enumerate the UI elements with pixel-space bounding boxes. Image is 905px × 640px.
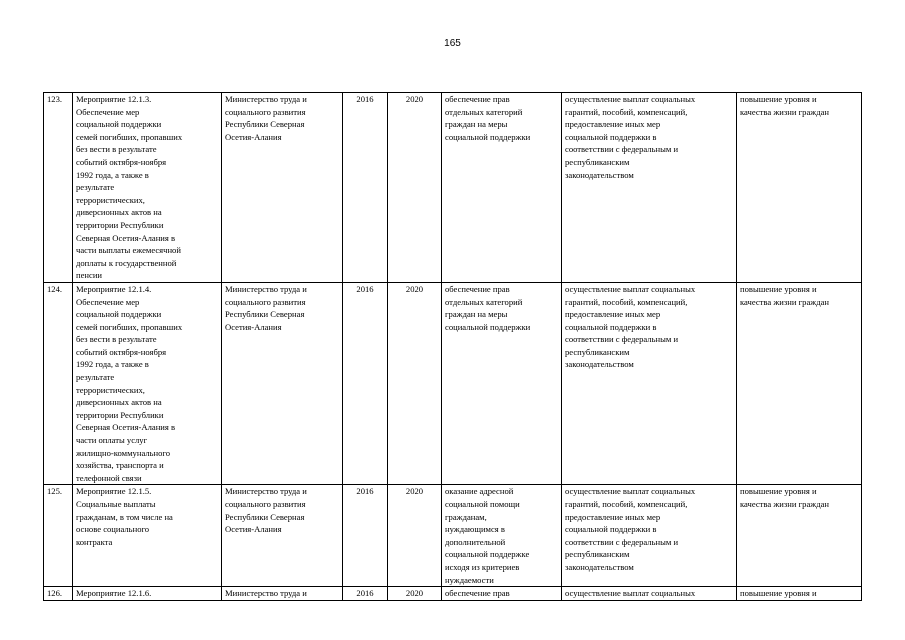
end-year-cell: 2020 [388, 587, 442, 601]
executor-cell: Министерство труда и социального развития Республики Северная Осетия-Алания [222, 93, 343, 283]
executor-cell: Министерство труда и [222, 587, 343, 601]
activity-cell: Мероприятие 12.1.3. Обеспечение мер социальной поддержки семей погибших, пропавших без вести в результате событий октября-ноября 1992 года, а также в результате террористических, диверсионных актов на территории Республики Северная Осетия-Алания в части выплаты ежемесячной доплаты к государственной пенсии [73, 93, 222, 283]
effect-cell: повышение уровня и качества жизни граждан [737, 282, 862, 485]
mechanism-cell: осуществление выплат социальных гарантий, пособий, компенсаций, предоставление иных мер социальной поддержки в соответствии с федеральным и республиканским законодательством [562, 485, 737, 587]
table-row [44, 282, 862, 485]
end-year-cell: 2020 [388, 93, 442, 283]
activity-cell: Мероприятие 12.1.6. [73, 587, 222, 601]
end-year-cell: 2020 [388, 485, 442, 587]
table-row [44, 485, 862, 587]
end-year-cell: 2020 [388, 282, 442, 485]
row-number: 126. [44, 587, 73, 601]
executor-cell: Министерство труда и социального развития Республики Северная Осетия-Алания [222, 282, 343, 485]
effect-cell: повышение уровня и [737, 587, 862, 601]
activity-cell: Мероприятие 12.1.5. Социальные выплаты гражданам, в том числе на основе социального контракта [73, 485, 222, 587]
row-number: 123. [44, 93, 73, 283]
mechanism-cell: осуществление выплат социальных гарантий, пособий, компенсаций, предоставление иных мер социальной поддержки в соответствии с федеральным и республиканским законодательством [562, 282, 737, 485]
result-cell: оказание адресной социальной помощи гражданам, нуждающимся в дополнительной социальной поддержке исходя из критериев нуждаемости [442, 485, 562, 587]
row-number: 125. [44, 485, 73, 587]
effect-cell: повышение уровня и качества жизни граждан [737, 485, 862, 587]
mechanism-cell: осуществление выплат социальных [562, 587, 737, 601]
effect-cell: повышение уровня и качества жизни граждан [737, 93, 862, 283]
result-cell: обеспечение прав отдельных категорий граждан на меры социальной поддержки [442, 93, 562, 283]
start-year-cell: 2016 [343, 93, 388, 283]
start-year-cell: 2016 [343, 485, 388, 587]
program-activities-table [43, 92, 862, 601]
result-cell: обеспечение прав [442, 587, 562, 601]
start-year-cell: 2016 [343, 282, 388, 485]
activity-cell: Мероприятие 12.1.4. Обеспечение мер социальной поддержки семей погибших, пропавших без вести в результате событий октября-ноября 1992 года, а также в результате террористических, диверсионных актов на территории Республики Северная Осетия-Алания в части оплаты услуг жилищно-коммунального хозяйства, транспорта и телефонной связи [73, 282, 222, 485]
result-cell: обеспечение прав отдельных категорий граждан на меры социальной поддержки [442, 282, 562, 485]
mechanism-cell: осуществление выплат социальных гарантий, пособий, компенсаций, предоставление иных мер социальной поддержки в соответствии с федеральным и республиканским законодательством [562, 93, 737, 283]
page-number: 165 [444, 38, 461, 49]
row-number: 124. [44, 282, 73, 485]
start-year-cell: 2016 [343, 587, 388, 601]
executor-cell: Министерство труда и социального развития Республики Северная Осетия-Алания [222, 485, 343, 587]
table-row [44, 93, 862, 283]
table-row [44, 587, 862, 601]
